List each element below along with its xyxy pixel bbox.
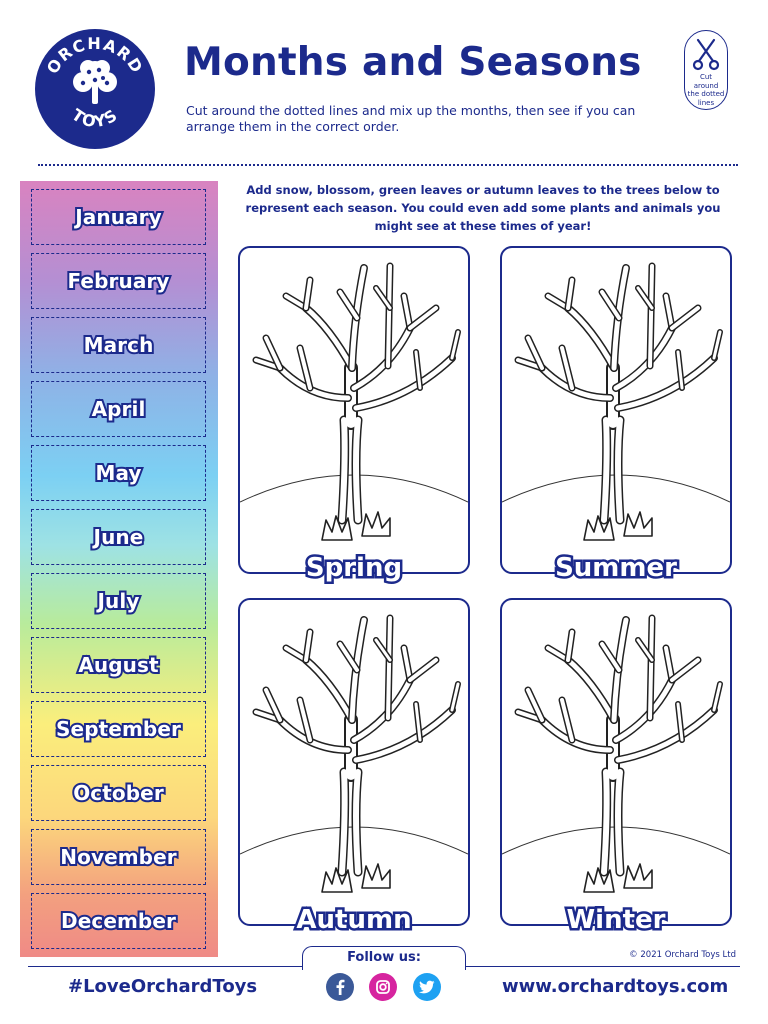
bare-tree-drawing	[502, 600, 730, 924]
follow-us-label: Follow us:	[302, 946, 466, 970]
month-label: April	[91, 397, 146, 421]
season-label-autumn: Autumn	[296, 905, 412, 935]
season-card-autumn	[238, 598, 470, 926]
facebook-icon[interactable]	[326, 973, 354, 1001]
month-card-july	[31, 573, 206, 629]
month-card-november	[31, 829, 206, 885]
month-card-january	[31, 189, 206, 245]
logo-bottom-text: TOYS	[68, 104, 122, 132]
month-card-february	[31, 253, 206, 309]
month-label: January	[75, 205, 162, 229]
page-subtitle: Cut around the dotted lines and mix up the months, then see if you can arrange them in the correct order.	[186, 103, 636, 134]
month-card-december	[31, 893, 206, 949]
season-card-summer	[500, 246, 732, 574]
logo-top-text: ORCHARD	[42, 33, 148, 78]
dotted-divider	[38, 164, 738, 166]
month-label: December	[61, 909, 176, 933]
bare-tree-drawing	[240, 600, 468, 924]
website-link[interactable]: www.orchardtoys.com	[502, 976, 729, 997]
copyright-notice: © 2021 Orchard Toys Ltd	[629, 950, 736, 960]
cut-instruction-text: Cut around the dotted lines	[687, 73, 725, 107]
cut-instruction-badge	[684, 30, 728, 110]
season-label-summer: Summer	[555, 553, 677, 583]
activity-instructions: Add snow, blossom, green leaves or autumn leaves to the trees below to represent each season. You could even add some plants and animals you might see at these times of year!	[245, 183, 721, 233]
orchard-toys-logo	[34, 28, 156, 150]
month-label: August	[78, 653, 159, 677]
month-card-march	[31, 317, 206, 373]
month-card-april	[31, 381, 206, 437]
season-label-winter: Winter	[566, 905, 666, 935]
scissors-icon	[691, 37, 721, 71]
twitter-icon[interactable]	[413, 973, 441, 1001]
month-label: September	[56, 717, 181, 741]
month-label: May	[95, 461, 142, 485]
month-card-october	[31, 765, 206, 821]
month-label: March	[83, 333, 154, 357]
month-label: February	[67, 269, 170, 293]
month-label: June	[93, 525, 144, 549]
month-label: November	[60, 845, 177, 869]
bare-tree-drawing	[502, 248, 730, 572]
month-card-may	[31, 445, 206, 501]
season-card-spring	[238, 246, 470, 574]
month-label: July	[97, 589, 140, 613]
month-card-september	[31, 701, 206, 757]
month-card-august	[31, 637, 206, 693]
instagram-icon[interactable]	[369, 973, 397, 1001]
season-label-spring: Spring	[305, 553, 403, 583]
season-card-winter	[500, 598, 732, 926]
hashtag-link[interactable]: #LoveOrchardToys	[68, 976, 258, 997]
page-title: Months and Seasons	[184, 40, 642, 85]
bare-tree-drawing	[240, 248, 468, 572]
month-label: October	[73, 781, 164, 805]
month-card-june	[31, 509, 206, 565]
months-strip	[20, 181, 218, 957]
